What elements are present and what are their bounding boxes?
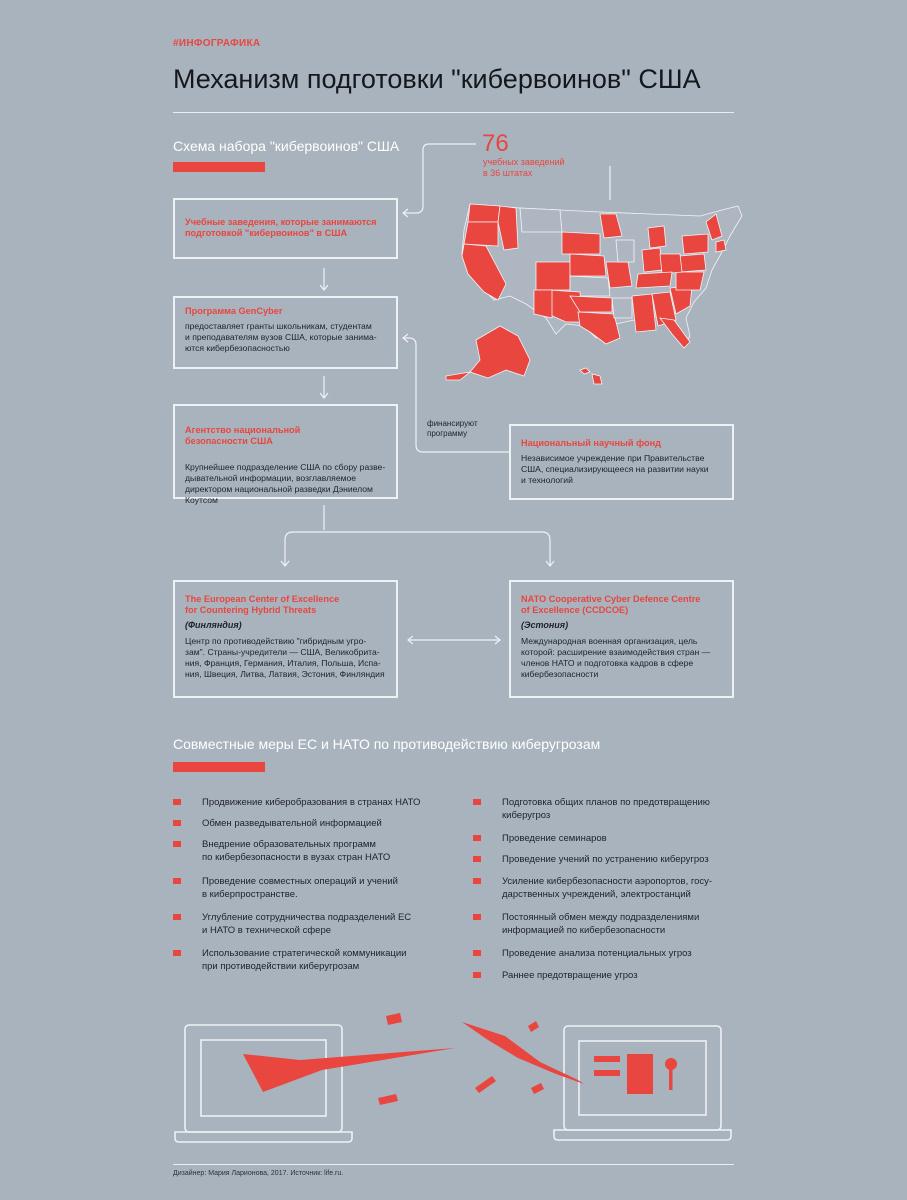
- footer-divider: [173, 1164, 734, 1165]
- list-item: Подготовка общих планов по предотвращению киберугроз: [502, 797, 710, 821]
- stat-number: 76: [482, 130, 509, 157]
- list-item: Проведение семинаров: [502, 833, 607, 844]
- stat-text: учебных заведений в 36 штатах: [483, 157, 565, 178]
- nsf-description: Независимое учреждение при Правительстве США, специализирующееся на развитии науки и технологий: [521, 453, 709, 485]
- screen-bar-top: [594, 1056, 620, 1062]
- left-laptop-base: [175, 1132, 352, 1142]
- hybrid-heading: The European Center of Excellence for Countering Hybrid Threats: [185, 594, 340, 615]
- gencyber-description: предоставляет гранты школьникам, студентам и преподавателям вузов США, которые занима- ются кибербезопасностью: [185, 321, 377, 353]
- ccdcoe-heading: NATO Cooperative Cyber Defence Centre of Excellence (CCDCOE): [521, 594, 701, 615]
- funding-label: финансируют программу: [427, 419, 478, 438]
- gencyber-heading: Программа GenCyber: [185, 306, 283, 316]
- list-item: Раннее предотвращение угроз: [502, 970, 638, 981]
- list-item: Продвижение киберобразования в странах НАТО: [202, 797, 421, 808]
- footer-credits: Дизайнер: Мария Ларионова, 2017. Источник: life.ru.: [173, 1170, 344, 1177]
- list-item: Обмен разведывательной информацией: [202, 818, 382, 829]
- lightning-bolt-right: [462, 1022, 584, 1084]
- hashtag-label: #ИНФОГРАФИКА: [173, 38, 261, 49]
- page-title: Механизм подготовки "кибервоинов" США: [173, 64, 701, 94]
- screen-bar-bottom: [594, 1070, 620, 1076]
- nsa-description: Крупнейшее подразделение США по сбору разве- дывательной информации, возглавляемое директором национальной разведки Дэниелом Коутсом: [185, 462, 386, 505]
- list-item: Внедрение образовательных программ по кибербезопасности в вузах стран НАТО: [202, 839, 391, 863]
- screen-block: [627, 1054, 653, 1094]
- ccdcoe-country: (Эстония): [521, 620, 569, 630]
- measures-title: Совместные меры ЕС и НАТО по противодействию киберугрозам: [173, 736, 601, 752]
- nsf-heading: Национальный научный фонд: [521, 438, 662, 448]
- list-item: Постоянный обмен между подразделениями информацией по кибербезопасности: [502, 912, 700, 936]
- nsa-heading: Агентство национальной безопасности США: [185, 425, 301, 446]
- list-item: Проведение учений по устранению киберугроз: [502, 854, 709, 865]
- right-laptop-base: [554, 1130, 731, 1140]
- list-item: Проведение анализа потенциальных угроз: [502, 948, 692, 959]
- list-item: Усиление кибербезопасности аэропортов, госу- дарственных учреждений, электростанций: [502, 876, 713, 900]
- list-item: Углубление сотрудничества подразделений ЕС и НАТО в технической сфере: [202, 912, 412, 936]
- ccdcoe-description: Международная военная организация, цель которой: расширение взаимодействия стран — членов НАТО и подготовка кадров в сфере кибербезопасности: [521, 636, 711, 679]
- hybrid-description: Центр по противодействию "гибридным угро- зам". Страны-учредители — США, Великобрита- ния, Франция, Германия, Италия, Польша, Испа- ния, Швеция, Литва, Латвия, Эстония, Финляндия: [185, 636, 385, 679]
- schools-heading: Учебные заведения, которые занимаются подготовкой "кибервоинов" в США: [185, 217, 377, 238]
- scheme-title: Схема набора "кибервоинов" США: [173, 138, 400, 154]
- list-item: Проведение совместных операций и учений в киберпространстве.: [202, 876, 398, 900]
- lightning-bolt-left: [243, 1048, 455, 1092]
- hybrid-country: (Финляндия): [185, 620, 242, 630]
- list-item: Использование стратегической коммуникации при противодействии киберугрозам: [202, 948, 407, 972]
